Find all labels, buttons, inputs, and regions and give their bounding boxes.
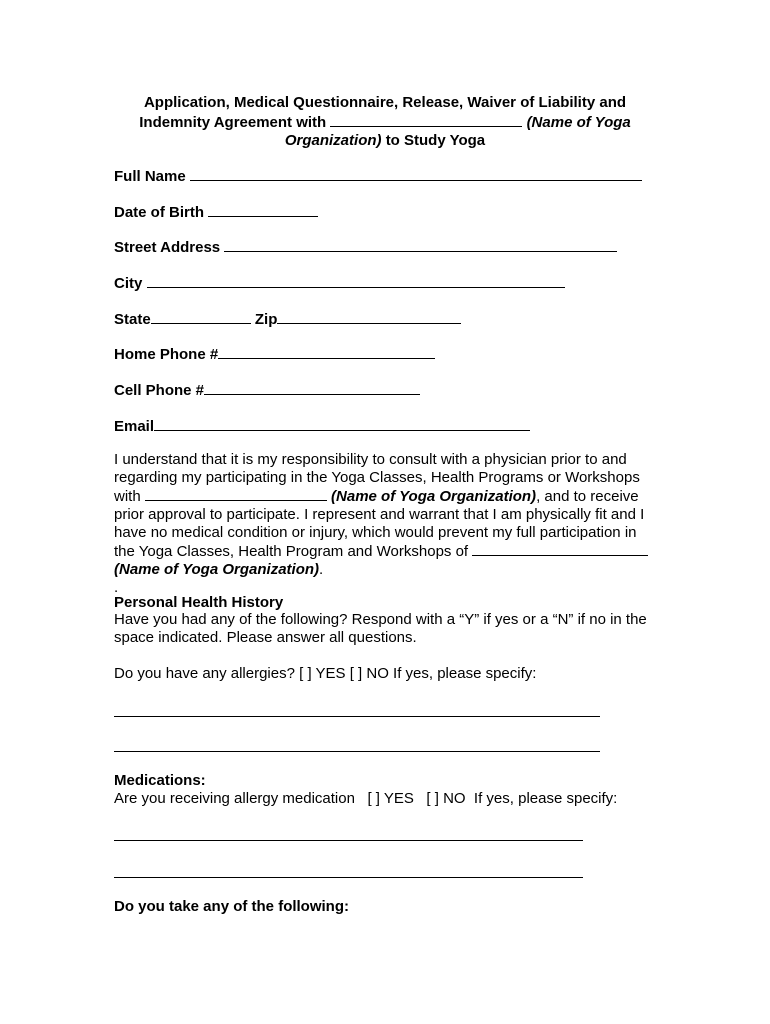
allergies-question: Do you have any allergies? [ ] YES [ ] NO If yes, please specify: [114,665,537,682]
dob-label: Date of Birth [114,204,204,221]
title-line-2 [120,112,650,132]
medications-heading: Medications: [114,772,206,789]
statement-part-3: . [319,561,324,578]
dob-field [114,202,318,221]
email-input-line[interactable] [154,416,530,431]
state-label: State [114,311,151,328]
statement-org-name-1: (Name of Yoga Organization) [331,488,537,505]
title-line-1: Application, Medical Questionnaire, Release, Waiver of Liability and [143,94,627,111]
organization-name-blank[interactable] [330,112,522,127]
document-title [120,94,650,150]
full-name-input-line[interactable] [190,166,642,181]
city-label: City [114,275,143,292]
allergy-medication-question [114,790,617,807]
title-line-2-italic: (Name of Yoga [526,114,631,131]
city-field [114,273,565,292]
street-address-field [114,237,617,256]
statement-org-name-2: (Name of Yoga Organization) [114,561,320,578]
cell-phone-field [114,380,420,399]
responsibility-statement [114,451,659,597]
street-address-label: Street Address [114,239,221,256]
state-input-line[interactable] [151,309,251,324]
stray-dot: . [114,579,119,596]
health-instructions: Have you had any of the following? Respond with a “Y” if yes or a “N” if no in the space indicated. Please answer all questions. [114,611,647,646]
medication-no-checkbox[interactable]: [ ] NO [426,790,466,807]
cell-phone-input-line[interactable] [204,380,420,395]
personal-health-history-heading: Personal Health History [114,594,284,611]
medication-answer-line-1[interactable] [114,840,583,841]
take-following-heading: Do you take any of the following: [114,898,350,915]
city-input-line[interactable] [147,273,565,288]
home-phone-label: Home Phone # [114,346,219,363]
home-phone-field [114,344,435,363]
statement-part-2: , and to receive prior approval to participate. I represent and warrant that I am physically fit and I have no medical condition or injury, which would prevent my full participation in the Yoga Classes, Health Program and Workshops of [114,488,645,560]
state-zip-field [114,309,461,328]
medication-answer-line-2[interactable] [114,877,583,878]
statement-org-blank-2[interactable] [472,542,648,556]
medication-yes-checkbox[interactable]: [ ] YES [367,790,414,807]
title-line-3-italic: Organization) [284,132,382,149]
home-phone-input-line[interactable] [218,344,435,359]
medication-question-text: Are you receiving allergy medication [114,790,355,807]
title-line-3 [120,132,650,150]
full-name-field [114,166,642,185]
zip-label: Zip [254,311,278,328]
statement-part-1: I understand that it is my responsibility to consult with a physician prior to and regarding my participating in the Yoga Classes, Health Programs or Workshops with [114,451,640,505]
cell-phone-label: Cell Phone # [114,382,205,399]
email-label: Email [114,418,155,435]
full-name-label: Full Name [114,168,186,185]
medication-specify-text: If yes, please specify: [473,790,618,807]
statement-org-blank-1[interactable] [145,487,327,501]
allergies-answer-line-1[interactable] [114,716,600,717]
street-address-input-line[interactable] [224,237,617,252]
zip-input-line[interactable] [277,309,461,324]
title-line-3-text: to Study Yoga [385,132,486,149]
dob-input-line[interactable] [208,202,318,217]
email-field [114,416,530,435]
allergies-answer-line-2[interactable] [114,751,600,752]
title-line-2-text: Indemnity Agreement with [139,114,327,131]
